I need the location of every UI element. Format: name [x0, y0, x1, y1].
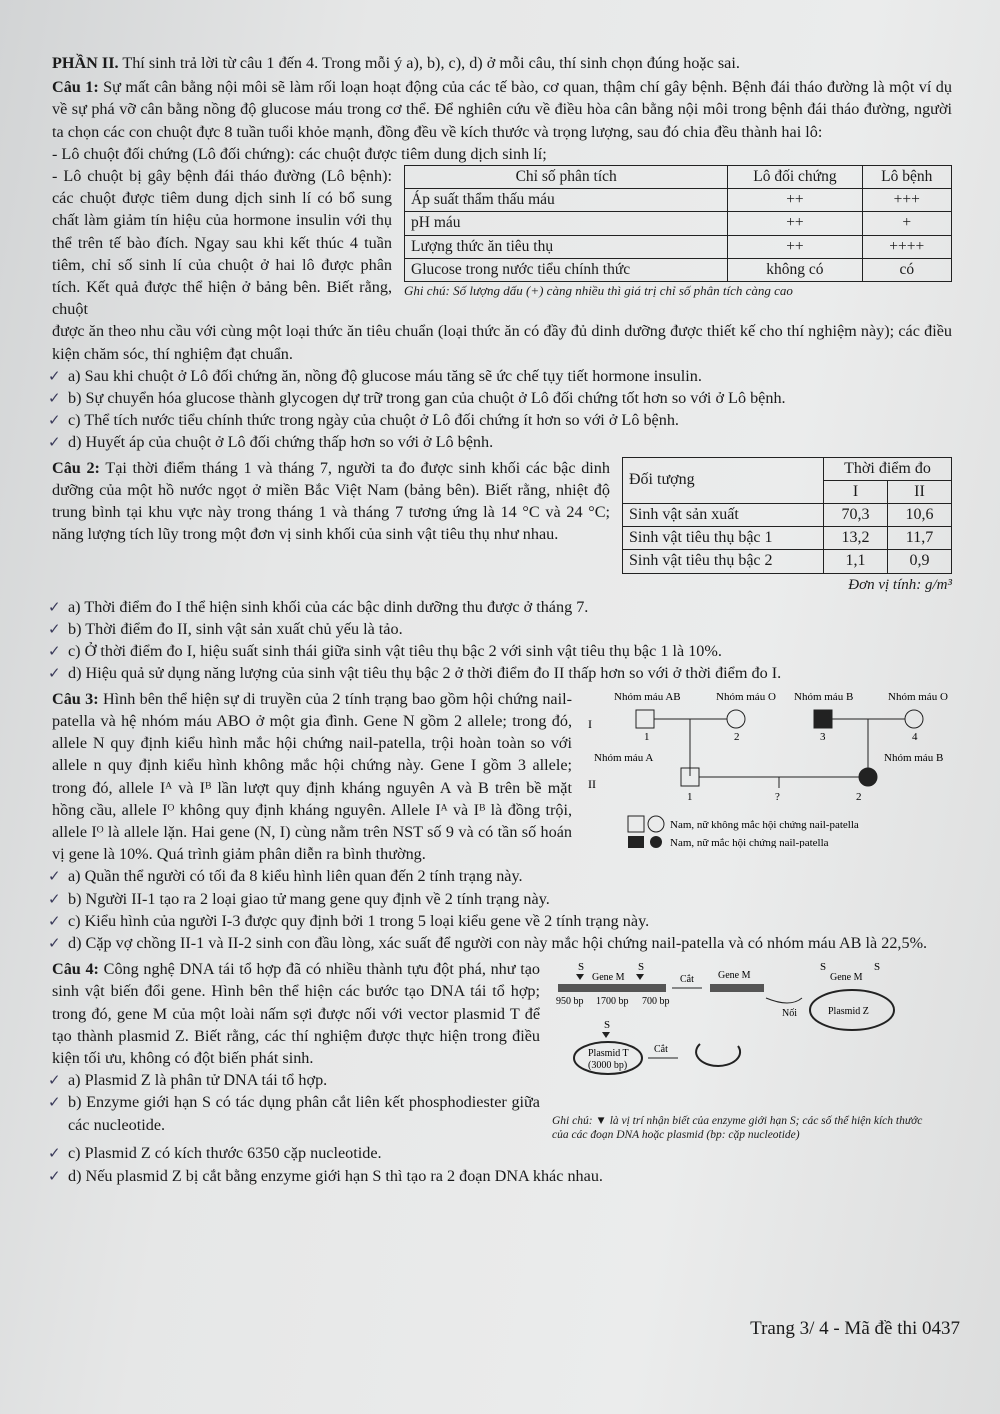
q2-th: Thời điểm đo — [824, 457, 952, 480]
q3-option: ✓ d) Cặp vợ chồng II-1 và II-2 sinh con đầu lòng, xác suất để người con này mắc hội chứng nail-patella và có nhóm máu AB là 22,5%. — [52, 932, 952, 954]
ped-label: Nhóm máu A — [594, 751, 654, 764]
q1-group2: - Lô chuột bị gây bệnh đái tháo đường (Lô bệnh): các chuột được tiêm dung dịch sinh lí có bổ sung chất làm giảm tín hiệu của hormone insulin với thụ thể trên tế bào đích. Ngay sau khi kết thúc 4 tuần tiêm, chỉ số sinh lí của chuột ở hai lô được phân tích. Kết quả được thể hiện ở bảng bên. Biết rằng, chuột — [52, 167, 392, 319]
dna-fragment — [558, 984, 666, 992]
female-unaffected — [905, 710, 923, 728]
pen-mark-icon: ✓ — [48, 411, 61, 430]
q1-th: Lô bệnh — [862, 166, 951, 189]
pen-mark-icon: ✓ — [48, 642, 61, 661]
pen-mark-icon: ✓ — [48, 1093, 61, 1112]
ped-number: 1 — [644, 730, 650, 743]
gene-label: Gene M — [718, 970, 751, 982]
arrow — [766, 998, 802, 1003]
open-plasmid-shape — [696, 1044, 740, 1066]
site-label: S — [604, 1019, 611, 1032]
q1-th: Lô đối chứng — [728, 166, 862, 189]
bp-label: 700 bp — [642, 996, 670, 1008]
q1-cell: pH máu — [405, 212, 728, 235]
q1-cell: có — [862, 258, 951, 281]
step-label: Cắt — [654, 1044, 668, 1056]
legend-male-icon — [628, 816, 644, 832]
male-unaffected — [636, 710, 654, 728]
q4-option: ✓ a) Plasmid Z là phân tử DNA tái tổ hợp. — [52, 1069, 540, 1091]
q1-option: ✓ a) Sau khi chuột ở Lô đối chứng ăn, nồng độ glucose máu tăng sẽ ức chế tụy tiết hormone insulin. — [52, 365, 952, 387]
ped-label: Nhóm máu O — [888, 690, 948, 703]
male-affected — [814, 710, 832, 728]
plasmid-label: (3000 bp) — [588, 1060, 628, 1072]
ped-number: 3 — [820, 730, 826, 743]
q4-option: ✓ d) Nếu plasmid Z bị cắt bằng enzyme giới hạn S thì tạo ra 2 đoạn DNA khác nhau. — [52, 1165, 952, 1187]
site-label: S — [638, 961, 645, 974]
q1-table-wrap — [404, 165, 952, 320]
q2-option: ✓ d) Hiệu quả sử dụng năng lượng của sinh vật tiêu thụ bậc 2 ở thời điểm đo II thấp hơn so với ở thời điểm đo I. — [52, 662, 952, 684]
site-marker-icon — [636, 974, 644, 980]
pedigree-svg — [584, 688, 952, 848]
q2-option: ✓ b) Thời điểm đo II, sinh vật sản xuất chủ yếu là tảo. — [52, 618, 952, 640]
q2-cell: 10,6 — [887, 504, 951, 527]
q1-cell: ++ — [728, 212, 862, 235]
pen-mark-icon: ✓ — [48, 664, 61, 683]
q2-cell: 70,3 — [824, 504, 888, 527]
pen-mark-icon: ✓ — [48, 366, 61, 385]
q3-option: ✓ b) Người II-1 tạo ra 2 loại giao tử mang gene quy định về 2 tính trạng này. — [52, 888, 952, 910]
pen-mark-icon: ✓ — [48, 433, 61, 452]
pen-mark-icon: ✓ — [48, 911, 61, 930]
ped-label: Nhóm máu B — [884, 751, 944, 764]
q2-unit: Đơn vị tính: g/m³ — [848, 576, 952, 593]
pen-mark-icon: ✓ — [48, 1144, 61, 1163]
q2-table — [622, 457, 952, 574]
q1-cell: ++ — [728, 235, 862, 258]
pen-mark-icon: ✓ — [48, 1071, 61, 1090]
step-label: Cắt — [680, 974, 694, 986]
ped-number: 2 — [734, 730, 740, 743]
q2-th: Đối tượng — [623, 457, 824, 503]
page-footer: Trang 3/ 4 - Mã đề thi 0437 — [750, 1318, 960, 1339]
plasmid-label: Plasmid Z — [828, 1006, 869, 1018]
ped-number: 2 — [856, 790, 862, 803]
q2-cell: Sinh vật tiêu thụ bậc 1 — [623, 527, 824, 550]
q4-intro: Câu 4: Công nghệ DNA tái tổ hợp đã có nhiều thành tựu đột phá, như tạo sinh vật biến đổi gene. Hình bên thể hiện các bước tạo DNA tái tổ hợp; trong đó, gene M của một loài nấm sợi được nối với vector plasmid T để tạo thành plasmid Z. Biết rằng, các thí nghiệm được thực hiện trong điều kiện tối ưu, không có đột biến phát sinh. — [52, 960, 541, 1067]
q2-cell: Sinh vật sản xuất — [623, 504, 824, 527]
ped-label: Nhóm máu O — [716, 690, 776, 703]
bp-label: 1700 bp — [596, 996, 629, 1008]
site-label: S — [820, 961, 827, 974]
ped-label: Nhóm máu B — [794, 690, 854, 703]
gene-label: Gene M — [592, 972, 625, 984]
pen-mark-icon: ✓ — [48, 1166, 61, 1185]
q2-table-wrap — [622, 457, 952, 596]
gen-label: I — [588, 716, 592, 731]
pen-mark-icon: ✓ — [48, 933, 61, 952]
q2-th: I — [824, 480, 888, 503]
q1-intro: Câu 1: Sự mất cân bằng nội môi sẽ làm rối loạn hoạt động của các tế bào, cơ quan, thậm chí gây bệnh. Bệnh đái tháo đường là một ví dụ về sự phá vỡ cân bằng nồng độ glucose máu trong cơ thể. Để nghiên cứu về điều hòa cân bằng nội môi trong bệnh đái tháo đường, người ta chọn các con chuột đực 8 tuần tuổi khỏe mạnh, đồng đều về kích thước và trọng lượng, sau đó chia đều thành hai lô: — [52, 78, 952, 141]
pen-mark-icon: ✓ — [48, 597, 61, 616]
q1-cell: Glucose trong nước tiểu chính thức — [405, 258, 728, 281]
gene-label: Gene M — [830, 972, 863, 984]
q3-row — [52, 688, 952, 866]
q1-cell: Áp suất thẩm thấu máu — [405, 189, 728, 212]
ped-number: 1 — [687, 790, 693, 803]
legend-female-affected-icon — [650, 836, 662, 848]
q3-option: ✓ a) Quần thể người có tối đa 8 kiểu hình liên quan đến 2 tính trạng này. — [52, 865, 952, 887]
q2-option: ✓ a) Thời điểm đo I thể hiện sinh khối của các bậc dinh dưỡng thu được ở tháng 7. — [52, 596, 952, 618]
q2-intro: Câu 2: Tại thời điểm tháng 1 và tháng 7, người ta đo được sinh khối các bậc dinh dưỡng của một hồ nước ngọt ở miền Bắc Việt Nam (bảng bên). Biết rằng, nhiệt độ trung bình tại khu vực này trong tháng 1 và tháng 7 tương ứng là 14 °C và 24 °C; năng lượng tích lũy trong một đơn vị sinh khối của sinh vật tiêu thụ như nhau. — [52, 458, 610, 544]
q3-option: ✓ c) Kiểu hình của người I-3 được quy định bởi 1 trong 5 loại kiểu gene về 2 tính trạng này. — [52, 910, 952, 932]
q3-intro: Câu 3: Hình bên thể hiện sự di truyền của 2 tính trạng bao gồm hội chứng nail-patella và hệ nhóm máu ABO ở một gia đình. Gene N gồm 2 allele; trong đó, allele N quy định kiểu hình mắc hội chứng nail-patella, trội hoàn toàn so với allele n quy định kiểu hình không mắc hội chứng này. Gene I gồm 3 allele; trong đó, allele Iᴬ và Iᴮ lần lượt quy định kháng nguyên A và B trên bề mặt hồng cầu, allele Iᴼ không quy định kháng nguyên. Allele Iᴬ và Iᴮ là đồng trội, allele Iᴼ là allele lặn. Hai gene (N, I) cùng nằm trên NST số 9 và có tần số hoán vị gene là 10%. Quá trình giảm phân diễn ra bình thường. — [52, 689, 572, 864]
dna-figure-svg — [552, 958, 952, 1108]
pen-mark-icon: ✓ — [48, 889, 61, 908]
q1-table-note: Ghi chú: Số lượng dấu (+) càng nhiều thì giá trị chỉ số phân tích càng cao — [404, 283, 793, 299]
q2-cell: 1,1 — [824, 550, 888, 573]
bp-label: 950 bp — [556, 996, 584, 1008]
q2-option: ✓ c) Ở thời điểm đo I, hiệu suất sinh thái giữa sinh vật tiêu thụ bậc 2 với sinh vật tiêu thụ bậc 1 là 10%. — [52, 640, 952, 662]
q4-option: ✓ b) Enzyme giới hạn S có tác dụng phân cắt liên kết phosphodiester giữa các nucleotide. — [48, 1093, 540, 1134]
q4-row — [48, 958, 952, 1142]
pen-mark-icon: ✓ — [48, 389, 61, 408]
q1-cell: không có — [728, 258, 862, 281]
q2-cell: 13,2 — [824, 527, 888, 550]
legend-female-icon — [648, 816, 664, 832]
q4-figure-note: Ghi chú: ▼ là vị trí nhận biết của enzyme giới hạn S; các số thể hiện kích thước của các đoạn DNA hoặc plasmid (bp: cặp nucleotide) — [552, 1115, 923, 1142]
step-label: Nối — [782, 1008, 797, 1020]
q1-option: ✓ c) Thể tích nước tiểu chính thức trong ngày của chuột ở Lô đối chứng ít hơn so với ở Lô bệnh. — [52, 409, 952, 431]
q4-left — [48, 958, 541, 1142]
gen-label: II — [588, 776, 596, 791]
site-label: S — [874, 961, 881, 974]
gene-fragment — [710, 984, 764, 992]
q2-th: II — [887, 480, 951, 503]
q1-cont: được ăn theo nhu cầu với cùng một loại thức ăn tiêu chuẩn (loại thức ăn có đầy đủ dinh dưỡng được thiết kế cho thí nghiệm này); các điều kiện chăm sóc, thí nghiệm đạt chuẩn. — [52, 322, 952, 363]
q1-cell: ++++ — [862, 235, 951, 258]
plasmid-label: Plasmid T — [588, 1048, 629, 1060]
site-marker-icon — [602, 1032, 610, 1038]
q1-cell: +++ — [862, 189, 951, 212]
pen-mark-icon: ✓ — [48, 867, 61, 886]
q1-row — [52, 165, 952, 320]
q4-option: ✓ c) Plasmid Z có kích thước 6350 cặp nucleotide. — [52, 1142, 952, 1164]
content — [48, 52, 952, 1187]
q1-group1: - Lô chuột đối chứng (Lô đối chứng): các chuột được tiêm dung dịch sinh lí; — [52, 144, 547, 163]
q1-option: ✓ d) Huyết áp của chuột ở Lô đối chứng thấp hơn so với ở Lô bệnh. — [52, 431, 952, 453]
q4-figure — [552, 958, 952, 1142]
ped-number: ? — [775, 790, 780, 803]
q1-table — [404, 165, 952, 282]
q2-cell: 11,7 — [887, 527, 951, 550]
q1-cell: + — [862, 212, 951, 235]
female-affected — [859, 768, 877, 786]
site-label: S — [578, 961, 585, 974]
q2-cell: 0,9 — [887, 550, 951, 573]
legend-text: Nam, nữ mắc hội chứng nail-patella — [670, 836, 829, 848]
q2-cell: Sinh vật tiêu thụ bậc 2 — [623, 550, 824, 573]
q1-th: Chỉ số phân tích — [405, 166, 728, 189]
ped-label: Nhóm máu AB — [614, 690, 681, 703]
legend-text: Nam, nữ không mắc hội chứng nail-patella — [670, 818, 859, 831]
q3-pedigree — [584, 688, 952, 866]
female-unaffected — [727, 710, 745, 728]
q1-option: ✓ b) Sự chuyển hóa glucose thành glycogen dự trữ trong gan của chuột ở Lô đối chứng tốt hơn so với ở Lô bệnh. — [52, 387, 952, 409]
q2-row — [52, 457, 952, 596]
q1-cell: Lượng thức ăn tiêu thụ — [405, 235, 728, 258]
ped-number: 4 — [912, 730, 918, 743]
legend-male-affected-icon — [628, 836, 644, 848]
pen-mark-icon: ✓ — [48, 620, 61, 639]
q1-cell: ++ — [728, 189, 862, 212]
part-header: PHẦN II. Thí sinh trả lời từ câu 1 đến 4. Trong mỗi ý a), b), c), d) ở mỗi câu, thí sinh chọn đúng hoặc sai. — [52, 54, 740, 72]
site-marker-icon — [576, 974, 584, 980]
